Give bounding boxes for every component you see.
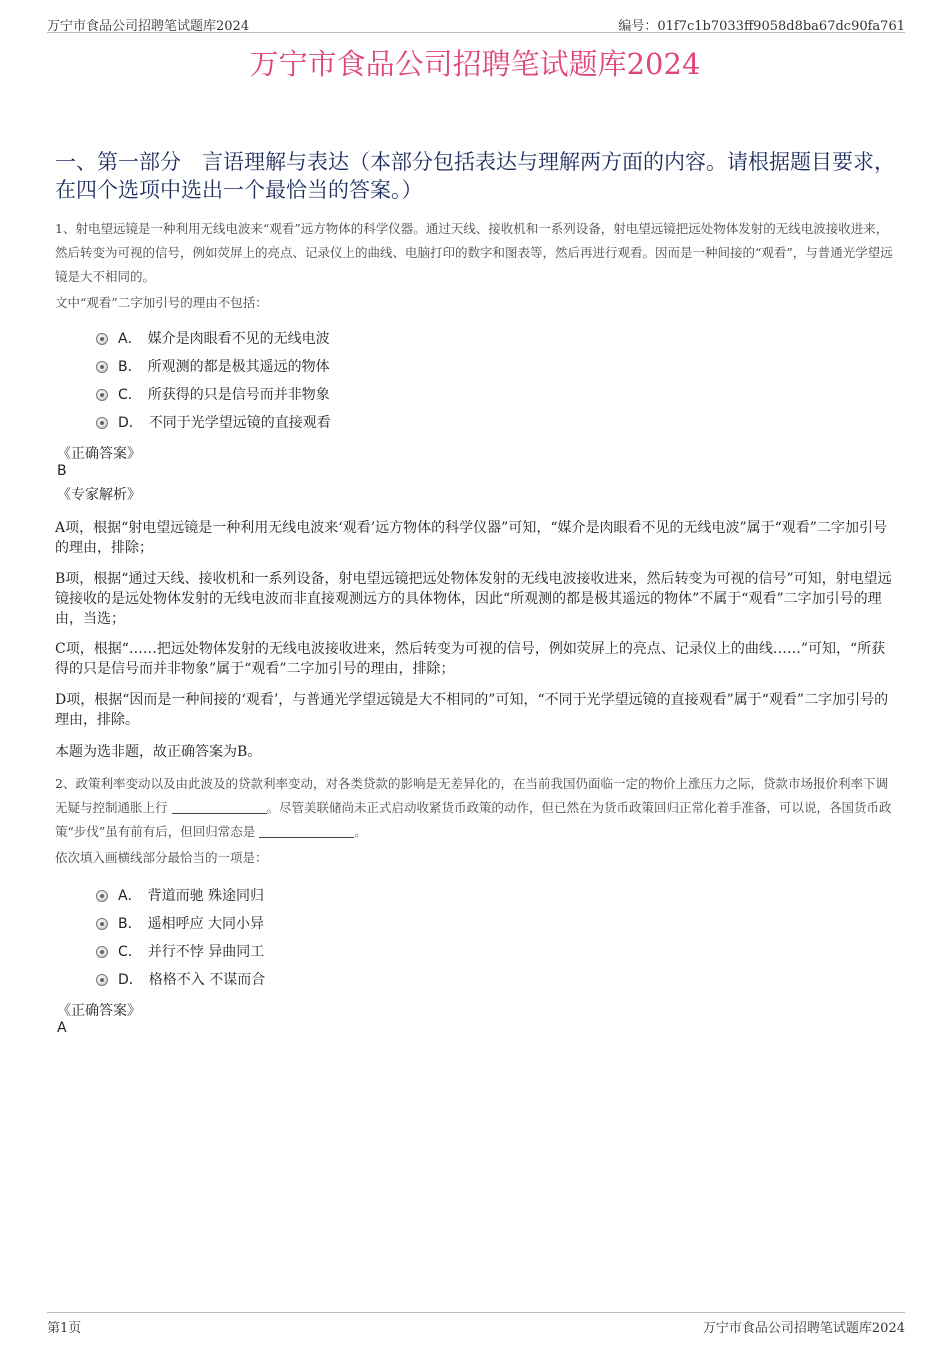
page-number: 第1页	[47, 1321, 82, 1336]
q2-option-a[interactable]: A． 背道而驰 殊途同归	[96, 886, 264, 906]
radio-icon[interactable]	[96, 974, 108, 986]
q1-answer: B	[57, 463, 67, 479]
q1-analysis-a: A项，根据“射电望远镜是一种利用无线电波来‘观看’远方物体的科学仪器”可知，“媒介是肉眼看不见的无线电波”属于“观看”二字加引号的理由，排除；	[55, 520, 887, 556]
q2-answer-label: 《正确答案》	[57, 1003, 141, 1019]
radio-icon[interactable]	[96, 333, 108, 345]
q1-stem: 1、射电望远镜是一种利用无线电波来“观看”远方物体的科学仪器。通过天线、接收机和一系列设备，射电望远镜把远处物体发射的无线电波接收进来，然后转变为可视的信号，例如荧屏上的亮点、记录仪上的曲线、电脑打印的数字和图表等，然后再进行观看。因而是一种间接的“观看”，与普通光学望远镜是大不相同的。	[55, 221, 893, 284]
q1-option-c[interactable]: C． 所获得的只是信号而并非物象	[96, 385, 330, 405]
q2-stem: 2、政策利率变动以及由此波及的贷款利率变动，对各类贷款的影响是无差异化的，在当前我国仍面临一定的物价上涨压力之际，贷款市场报价利率下调无疑与控制通胀上行 。尽管美联储尚未正式启动收紧货币政策的动作，但已然在为货币政策回归正常化着手准备，可以说，各国货币政策“步伐”虽有前有后，但回归常态是 。	[55, 776, 892, 839]
header-doc-id: 编号：01f7c1b7033ff9058d8ba67dc90fa761	[618, 19, 905, 34]
section-heading: 一、第一部分 言语理解与表达（本部分包括表达与理解两方面的内容。请根据题目要求，在四个选项中选出一个最恰当的答案。）	[55, 150, 895, 202]
q1-option-a[interactable]: A． 媒介是肉眼看不见的无线电波	[96, 329, 330, 349]
fill-blank-2	[259, 823, 354, 838]
q1-analysis-d: D项，根据“因而是一种间接的‘观看’，与普通光学望远镜是大不相同的”可知，“不同于光学望远镜的直接观看”属于“观看”二字加引号的理由，排除。	[55, 692, 889, 728]
header-title: 万宁市食品公司招聘笔试题库2024	[47, 19, 250, 34]
page-title: 万宁市食品公司招聘笔试题库2024	[249, 47, 701, 81]
q2-option-d[interactable]: D． 格格不入 不谋而合	[96, 970, 265, 990]
q1-option-d[interactable]: D． 不同于光学望远镜的直接观看	[96, 413, 331, 433]
radio-icon[interactable]	[96, 918, 108, 930]
q1-analysis-b: B项，根据“通过天线、接收机和一系列设备，射电望远镜把远处物体发射的无线电波接收进来，然后转变为可视的信号”可知，射电望远镜接收的是远处物体发射的无线电波而非直接观测远方的具体物体，因此“所观测的都是极其遥远的物体”不属于“观看”二字加引号的理由，当选；	[55, 571, 892, 627]
q1-analysis-label: 《专家解析》	[57, 487, 141, 503]
q1-conclusion: 本题为选非题，故正确答案为B。	[55, 744, 262, 760]
page-header	[47, 12, 905, 33]
q1-answer-label: 《正确答案》	[57, 446, 141, 462]
footer-title: 万宁市食品公司招聘笔试题库2024	[702, 1321, 905, 1336]
radio-icon[interactable]	[96, 890, 108, 902]
q1-option-b[interactable]: B． 所观测的都是极其遥远的物体	[96, 357, 330, 377]
fill-blank-1	[172, 799, 267, 814]
q2-option-c[interactable]: C． 并行不悖 异曲同工	[96, 942, 264, 962]
radio-icon[interactable]	[96, 417, 108, 429]
radio-icon[interactable]	[96, 389, 108, 401]
q1-question: 文中“观看”二字加引号的理由不包括：	[55, 295, 268, 310]
page-footer	[47, 1312, 905, 1335]
q2-option-b[interactable]: B． 遥相呼应 大同小异	[96, 914, 264, 934]
q2-question: 依次填入画横线部分最恰当的一项是：	[55, 850, 268, 865]
q2-answer: A	[57, 1020, 67, 1036]
q1-analysis-c: C项，根据“……把远处物体发射的无线电波接收进来，然后转变为可视的信号，例如荧屏上的亮点、记录仪上的曲线……”可知，“所获得的只是信号而并非物象”属于“观看”二字加引号的理由，排除；	[55, 641, 886, 677]
radio-icon[interactable]	[96, 946, 108, 958]
radio-icon[interactable]	[96, 361, 108, 373]
